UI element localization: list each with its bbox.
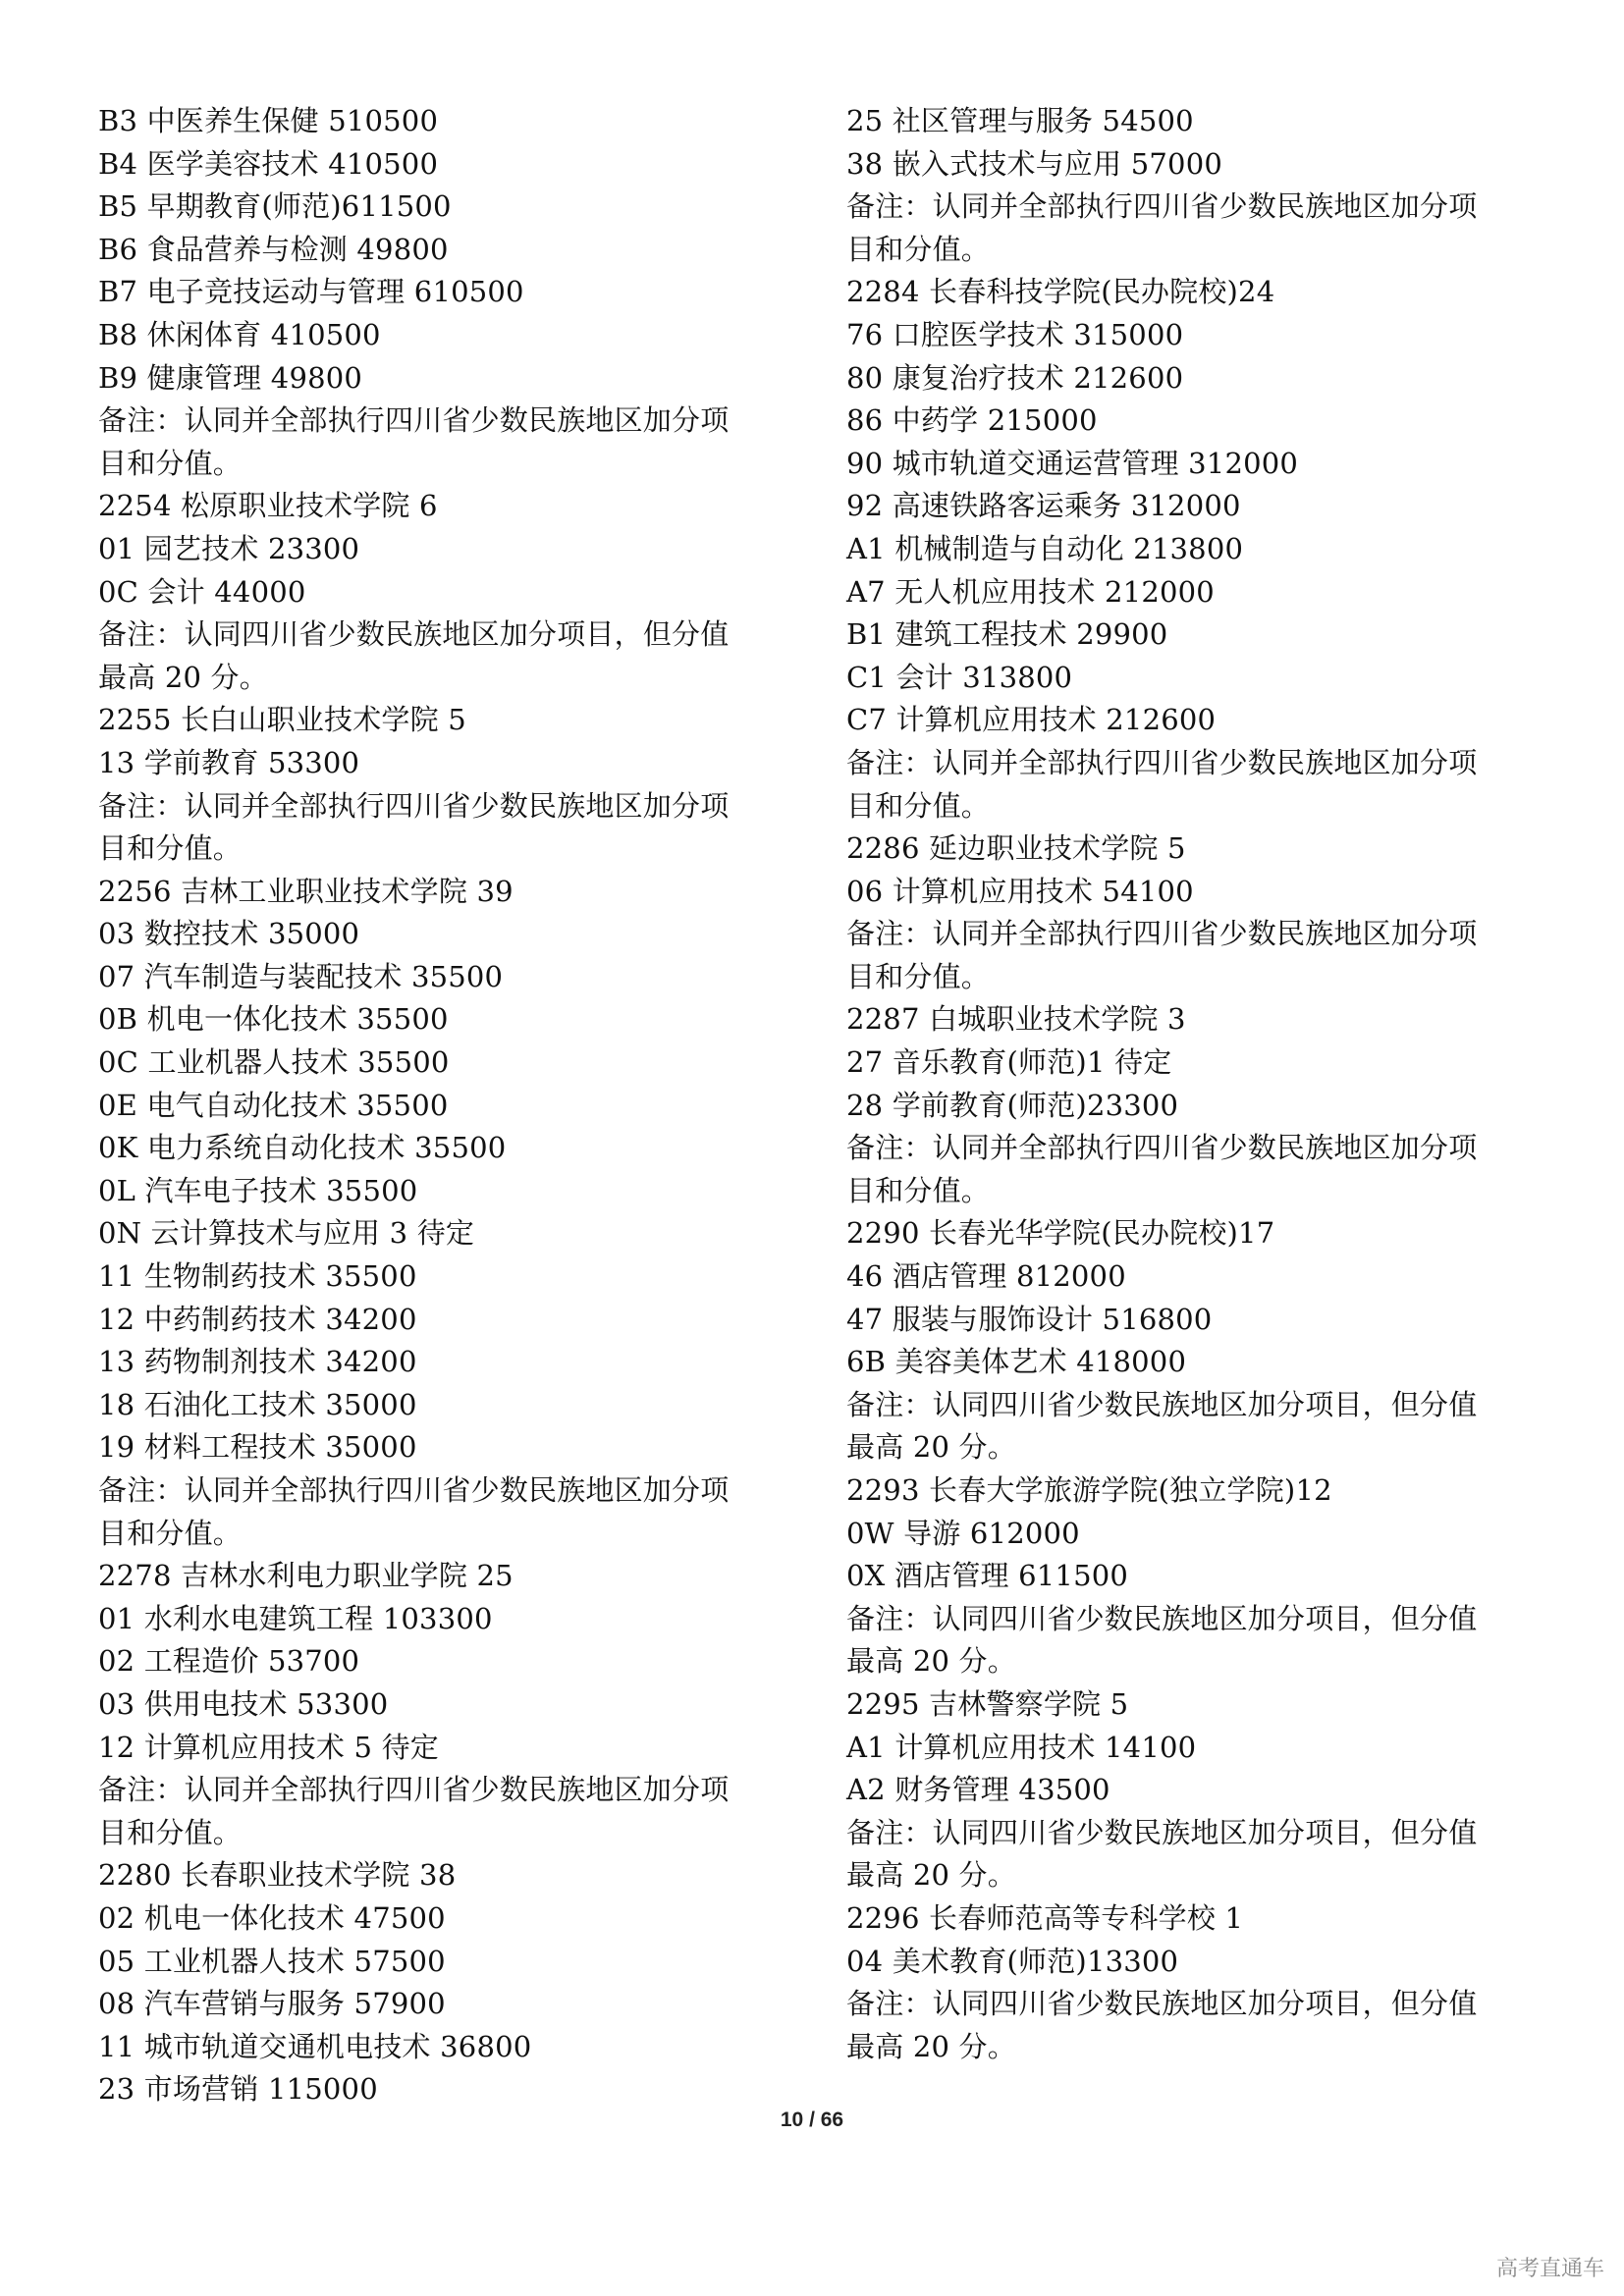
text-line: 备注：认同并全部执行四川省少数民族地区加分项	[846, 917, 1478, 951]
text-line: 2287 白城职业技术学院 3	[846, 1002, 1186, 1037]
text-line: 目和分值。	[846, 788, 991, 823]
text-line: 23 市场营销 115000	[98, 2072, 378, 2107]
text-line: 0K 电力系统自动化技术 35500	[98, 1131, 507, 1165]
text-line: 备注：认同四川省少数民族地区加分项目，但分值	[98, 617, 730, 652]
text-line: 25 社区管理与服务 54500	[846, 104, 1194, 137]
text-line: B6 食品营养与检测 49800	[98, 232, 449, 266]
text-line: 19 材料工程技术 35000	[98, 1430, 417, 1465]
text-line: 2284 长春科技学院(民办院校)24	[846, 275, 1275, 309]
text-line: 备注：认同并全部执行四川省少数民族地区加分项	[846, 189, 1478, 224]
text-line: 13 药物制剂技术 34200	[98, 1345, 417, 1379]
text-line: B8 休闲体育 410500	[98, 317, 381, 351]
text-line: 2255 长白山职业技术学院 5	[98, 703, 466, 737]
text-line: 2290 长春光华学院(民办院校)17	[846, 1216, 1275, 1251]
text-line: 2295 吉林警察学院 5	[846, 1686, 1129, 1721]
text-line: C7 计算机应用技术 212600	[846, 703, 1217, 737]
text-line: 备注：认同并全部执行四川省少数民族地区加分项	[98, 1773, 730, 1807]
text-line: B7 电子竞技运动与管理 610500	[98, 275, 524, 309]
text-line: 12 计算机应用技术 5 待定	[98, 1730, 440, 1764]
text-line: 最高 20 分。	[846, 1644, 1016, 1679]
text-line: 2293 长春大学旅游学院(独立学院)12	[846, 1473, 1332, 1507]
text-line: 0E 电气自动化技术 35500	[98, 1088, 449, 1122]
text-line: 目和分值。	[846, 232, 991, 266]
text-line: 最高 20 分。	[846, 1858, 1016, 1893]
text-line: 2256 吉林工业职业技术学院 39	[98, 874, 514, 908]
text-line: 2286 延边职业技术学院 5	[846, 831, 1186, 866]
right-column	[846, 100, 1534, 2068]
text-line: 备注：认同四川省少数民族地区加分项目，但分值	[846, 1387, 1478, 1421]
text-line: 目和分值。	[846, 959, 991, 993]
text-line: 11 城市轨道交通机电技术 36800	[98, 2029, 532, 2063]
text-line: B5 早期教育(师范)611500	[98, 189, 452, 224]
text-line: B3 中医养生保健 510500	[98, 104, 439, 137]
text-line: B4 医学美容技术 410500	[98, 146, 439, 181]
text-line: 备注：认同并全部执行四川省少数民族地区加分项	[846, 1131, 1478, 1165]
text-line: 2280 长春职业技术学院 38	[98, 1858, 457, 1893]
text-line: 备注：认同四川省少数民族地区加分项目，但分值	[846, 1601, 1478, 1635]
text-line: A2 财务管理 43500	[846, 1773, 1110, 1807]
text-line: 备注：认同并全部执行四川省少数民族地区加分项	[846, 745, 1478, 779]
watermark-text: 高考直通车	[1495, 2257, 1604, 2281]
text-line: 备注：认同四川省少数民族地区加分项目，但分值	[846, 1815, 1478, 1849]
text-line: 01 水利水电建筑工程 103300	[98, 1601, 493, 1635]
text-line: 38 嵌入式技术与应用 57000	[846, 146, 1222, 181]
text-line: 86 中药学 215000	[846, 403, 1098, 438]
text-line: 80 康复治疗技术 212600	[846, 360, 1184, 395]
text-line: 备注：认同四川省少数民族地区加分项目，但分值	[846, 1987, 1478, 2021]
text-line: 90 城市轨道交通运营管理 312000	[846, 446, 1299, 480]
text-line: 0X 酒店管理 611500	[846, 1559, 1129, 1593]
text-line: 2254 松原职业技术学院 6	[98, 489, 438, 523]
text-line: 04 美术教育(师范)13300	[846, 1944, 1179, 1978]
text-line: 18 石油化工技术 35000	[98, 1387, 417, 1421]
text-line: 目和分值。	[98, 831, 243, 866]
text-line: 13 学前教育 53300	[98, 745, 360, 779]
text-line: 11 生物制药技术 35500	[98, 1259, 417, 1294]
text-line: 0C 会计 44000	[98, 574, 306, 609]
text-line: 02 工程造价 53700	[98, 1644, 360, 1679]
text-line: 目和分值。	[846, 1173, 991, 1207]
left-column	[98, 100, 785, 2111]
text-line: 01 园艺技术 23300	[98, 531, 360, 565]
text-line: 目和分值。	[98, 446, 243, 480]
text-line: 46 酒店管理 812000	[846, 1259, 1126, 1294]
text-line: 0C 工业机器人技术 35500	[98, 1045, 450, 1080]
text-line: 0W 导游 612000	[846, 1516, 1080, 1550]
text-line: 2278 吉林水利电力职业学院 25	[98, 1559, 514, 1593]
text-line: A1 计算机应用技术 14100	[846, 1730, 1197, 1764]
text-line: 03 供用电技术 53300	[98, 1686, 389, 1721]
text-line: 0B 机电一体化技术 35500	[98, 1002, 449, 1037]
text-line: B1 建筑工程技术 29900	[846, 617, 1168, 652]
text-line: 05 工业机器人技术 57500	[98, 1944, 446, 1978]
text-line: 08 汽车营销与服务 57900	[98, 1987, 446, 2021]
text-line: A7 无人机应用技术 212000	[846, 574, 1215, 609]
text-line: 92 高速铁路客运乘务 312000	[846, 489, 1241, 523]
text-line: 最高 20 分。	[846, 1430, 1016, 1465]
text-line: 03 数控技术 35000	[98, 917, 360, 951]
text-line: 备注：认同并全部执行四川省少数民族地区加分项	[98, 403, 730, 438]
text-line: C1 会计 313800	[846, 660, 1073, 694]
text-line: 76 口腔医学技术 315000	[846, 317, 1184, 351]
text-line: 12 中药制药技术 34200	[98, 1302, 417, 1336]
text-line: 备注：认同并全部执行四川省少数民族地区加分项	[98, 1473, 730, 1507]
text-line: 目和分值。	[98, 1815, 243, 1849]
text-line: B9 健康管理 49800	[98, 360, 363, 395]
text-line: 02 机电一体化技术 47500	[98, 1900, 446, 1935]
text-line: 07 汽车制造与装配技术 35500	[98, 959, 504, 993]
text-line: 最高 20 分。	[98, 660, 268, 694]
text-line: 47 服装与服饰设计 516800	[846, 1302, 1213, 1336]
text-line: 0L 汽车电子技术 35500	[98, 1173, 418, 1207]
text-line: A1 机械制造与自动化 213800	[846, 531, 1244, 565]
text-line: 28 学前教育(师范)23300	[846, 1088, 1179, 1122]
text-line: 27 音乐教育(师范)1 待定	[846, 1045, 1172, 1080]
text-line: 最高 20 分。	[846, 2029, 1016, 2063]
text-line: 备注：认同并全部执行四川省少数民族地区加分项	[98, 788, 730, 823]
text-line: 6B 美容美体艺术 418000	[846, 1345, 1187, 1379]
text-line: 06 计算机应用技术 54100	[846, 874, 1194, 908]
page-number: 10 / 66	[780, 2109, 844, 2131]
text-line: 2296 长春师范高等专科学校 1	[846, 1900, 1244, 1935]
text-line: 0N 云计算技术与应用 3 待定	[98, 1216, 475, 1251]
text-line: 目和分值。	[98, 1516, 243, 1550]
